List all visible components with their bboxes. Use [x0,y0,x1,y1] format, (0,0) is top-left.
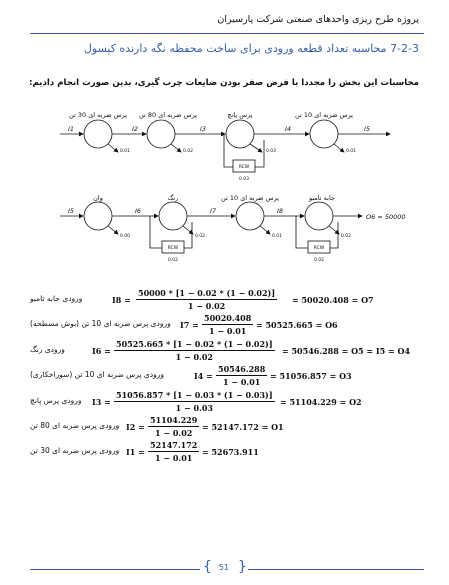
equation-fraction [216,364,267,387]
rcw-box-label: RCW [238,165,250,170]
equation-denominator: 1 − 0.01 [223,377,261,387]
header-rule [30,33,424,34]
footer-rule-left [30,569,200,570]
op-label: پرس ضربه ای 80 تن [139,111,197,119]
equation-rhs: = 50020.408 = O7 [292,295,374,305]
output-label: O6 = 50000 [366,213,406,221]
equation-lhs: I4 = [194,371,213,381]
op-label: پرس ضربه ای 10 تن [221,194,279,202]
equation-fraction [148,440,199,463]
op-label: پرس ضربه ای 10 تن [295,111,353,119]
equation-lhs: I6 = [92,346,111,356]
equation-fraction [114,339,275,362]
rcw-scrap-rate: 0.02 [167,258,179,263]
scrap-rate: 0.02 [341,234,352,239]
scrap-rate: 0.02 [195,234,206,239]
scrap-rate: 0.02 [183,149,194,154]
flow-diagram-row1 [0,100,449,190]
equation-numerator: 51056.857 * [1 − 0.03 * (1 − 0.03)] [116,390,273,400]
equation-numerator: 50000 * [1 − 0.02 * (1 − 0.02)] [138,288,276,298]
equation-row [30,288,428,312]
equation-denominator: 1 − 0.03 [175,403,213,413]
rcw-scrap-rate: 0.03 [238,177,250,182]
equation-denominator: 1 − 0.02 [155,428,193,438]
equation-label: ورودی پرس ضربه ای 10 تن (سوراخکاری) [30,370,164,379]
input-label: I3 [200,125,207,133]
equation-row [30,364,428,388]
op-label: پرس ضربه ای 30 تن [69,111,127,119]
equation-label: ورودی پرس ضربه ای 80 تن [30,421,120,430]
equation-rhs: = 51056.857 = O3 [270,371,352,381]
op-label: رنگ [167,194,179,202]
input-label: I5 [68,207,75,215]
footer-brace-right: } [238,559,247,575]
equation-fraction [202,313,253,336]
input-label: I6 [135,207,142,215]
equation-label: ورودی پرس ضربه ای 30 تن [30,446,120,455]
equation-row [30,313,428,337]
equation-lhs: I1 = [126,447,145,457]
input-label: I4 [285,125,292,133]
scrap-rate: 0.03 [266,149,277,154]
equation-row [30,440,428,464]
equation-numerator: 52147.172 [150,440,198,450]
footer-rule-right [248,569,424,570]
equation-rhs: = 52147.172 = O1 [202,422,284,432]
op-label: پرس پانچ [227,111,253,119]
equation-numerator: 51104.229 [150,415,198,425]
equation-label: ورودی جابه تامبو [30,294,83,303]
equation-numerator: 50546.288 [218,364,266,374]
equation-label: ورودی پرس پانچ [30,396,82,405]
input-label: I7 [210,207,217,215]
section-title: 7-2-3 محاسبه تعداد قطعه ورودی برای ساخت محفظه نگه دارنده کپسول [83,42,419,55]
scrap-rate: 0.01 [120,149,131,154]
op-label: وان [93,194,103,202]
equation-denominator: 1 − 0.01 [155,453,193,463]
equation-label: ورودی پرس ضربه ای 10 تن (بوش مسطحه) [30,319,171,328]
equation-rhs: = 51104.229 = O2 [280,397,362,407]
intro-paragraph: محاسبات این بخش را مجددا با فرض صفر بودن ضایعات چرب گیری، بدین صورت انجام دادیم: [29,78,419,88]
equation-label: ورودی رنگ [30,345,65,354]
input-label: I2 [132,125,139,133]
input-label: I1 [68,125,75,133]
op-label: جابه تامبو [309,194,335,202]
equation-denominator: 1 − 0.02 [187,301,226,311]
footer-brace-left: { [203,559,212,575]
equation-row [30,390,428,414]
input-label: I8 [277,207,284,215]
equation-lhs: I8 = [112,295,131,305]
equation-denominator: 1 − 0.02 [175,352,213,362]
scrap-rate: 0.01 [272,234,283,239]
equation-fraction [114,390,275,413]
rcw-box-label: RCW [167,246,179,251]
equation-fraction [136,288,277,311]
scrap-rate: 0.01 [346,149,357,154]
flow-diagram-row2 [0,190,449,270]
equation-rhs: = 52673.911 [202,447,259,457]
page-header: پروژه طرح ریزی واحدهای صنعتی شرکت پارسیران [217,14,419,25]
equation-lhs: I3 = [92,397,111,407]
equation-numerator: 50020.408 [204,313,252,323]
input-label: I5 [364,125,371,133]
equation-row [30,415,428,439]
equation-rhs: = 50546.288 = O5 = I5 = O4 [282,346,411,356]
equation-lhs: I2 = [126,422,145,432]
equation-rhs: = 50525.665 = O6 [256,320,338,330]
equation-numerator: 50525.665 * [1 − 0.02 * (1 − 0.02)] [116,339,273,349]
rcw-box-label: RCW [313,246,325,251]
equation-denominator: 1 − 0.01 [209,326,247,336]
page-number: 51 [218,563,230,572]
equation-fraction [148,415,199,438]
equation-row [30,339,428,363]
scrap-rate: 0.00 [120,234,131,239]
rcw-scrap-rate: 0.02 [313,258,325,263]
equation-lhs: I7 = [180,320,199,330]
